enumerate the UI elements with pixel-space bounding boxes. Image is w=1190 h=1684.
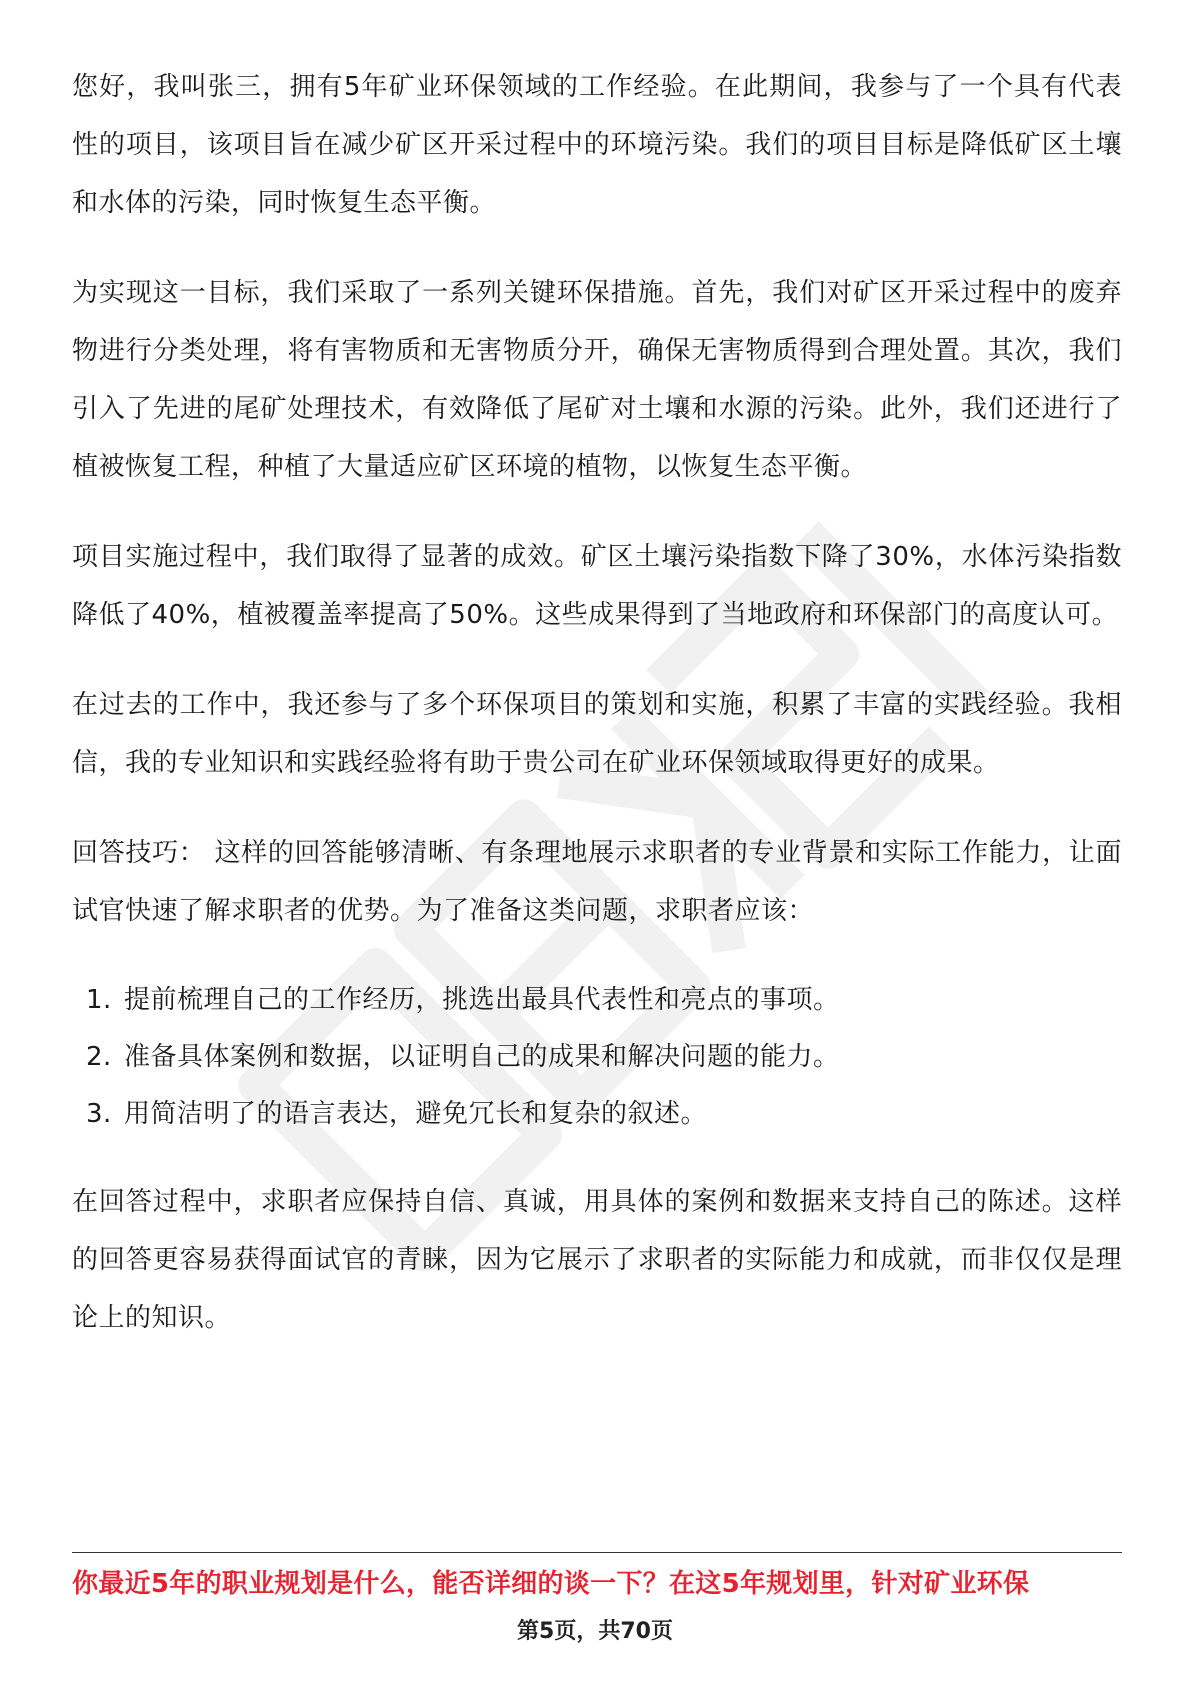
- experience-paragraph: 在过去的工作中，我还参与了多个环保项目的策划和实施，积累了丰富的实践经验。我相信，我的专业知识和实践经验将有助于贵公司在矿业环保领域取得更好的成果。: [72, 690, 1122, 778]
- tips-intro-paragraph: 回答技巧： 这样的回答能够清晰、有条理地展示求职者的专业背景和实际工作能力，让面试官快速了解求职者的优势。为了准备这类问题，求职者应该：: [72, 838, 1122, 926]
- list-item-number: 2.: [86, 1042, 112, 1072]
- page-number: 第5页，共70页: [517, 1619, 673, 1644]
- list-item-number: 1.: [86, 985, 112, 1015]
- closing-paragraph: 在回答过程中，求职者应保持自信、真诚，用具体的案例和数据来支持自己的陈述。这样的回答更容易获得面试官的青睐，因为它展示了求职者的实际能力和成就，而非仅仅是理论上的知识。: [72, 1187, 1122, 1333]
- list-item: [72, 972, 1122, 1029]
- results-paragraph: 项目实施过程中，我们取得了显著的成效。矿区土壤污染指数下降了30%，水体污染指数降低了40%，植被覆盖率提高了50%。这些成果得到了当地政府和环保部门的高度认可。: [72, 542, 1122, 630]
- list-item: [72, 1086, 1122, 1143]
- tips-list: [72, 972, 1122, 1143]
- list-item-number: 3.: [86, 1099, 112, 1129]
- list-item: [72, 1029, 1122, 1086]
- intro-paragraph: 您好，我叫张三，拥有5年矿业环保领域的工作经验。在此期间，我参与了一个具有代表性的项目，该项目旨在减少矿区开采过程中的环境污染。我们的项目目标是降低矿区土壤和水体的污染，同时恢复生态平衡。: [72, 72, 1122, 218]
- list-item-text: 提前梳理自己的工作经历，挑选出最具代表性和亮点的事项。: [124, 985, 840, 1015]
- list-item-text: 准备具体案例和数据，以证明自己的成果和解决问题的能力。: [124, 1042, 840, 1072]
- next-question-heading: 你最近5年的职业规划是什么，能否详细的谈一下？在这5年规划里，针对矿业环保: [72, 1569, 1030, 1599]
- measures-paragraph: 为实现这一目标，我们采取了一系列关键环保措施。首先，我们对矿区开采过程中的废弃物进行分类处理，将有害物质和无害物质分开，确保无害物质得到合理处置。其次，我们引入了先进的尾矿处理技术，有效降低了尾矿对土壤和水源的污染。此外，我们还进行了植被恢复工程，种植了大量适应矿区环境的植物，以恢复生态平衡。: [72, 278, 1122, 482]
- section-divider: [72, 1552, 1122, 1553]
- document-body: [72, 58, 1122, 1379]
- list-item-text: 用简洁明了的语言表达，避免冗长和复杂的叙述。: [124, 1099, 708, 1129]
